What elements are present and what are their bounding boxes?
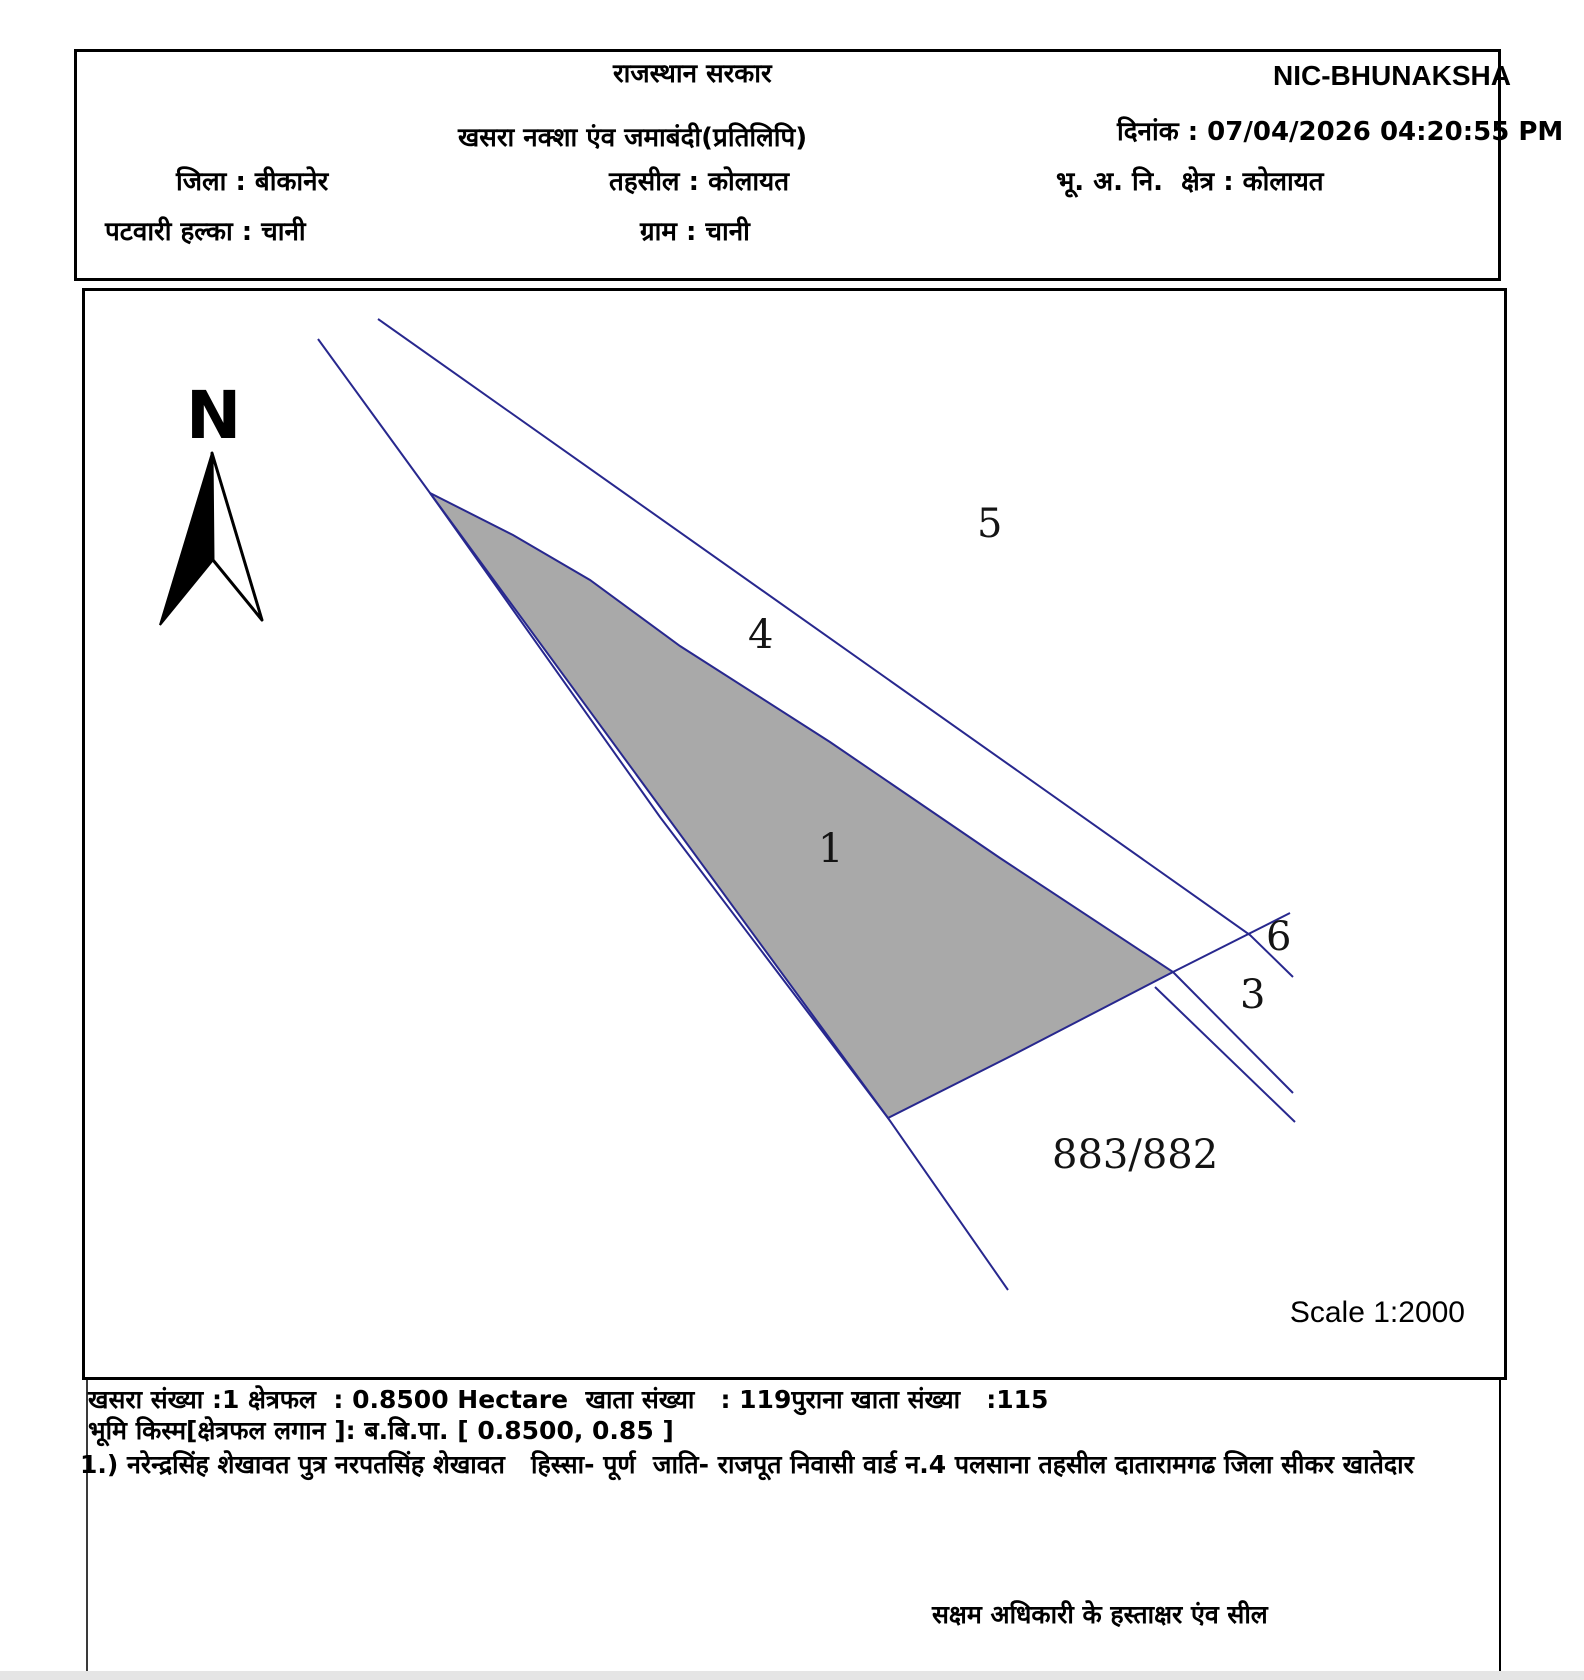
north-arrow-icon (160, 377, 262, 625)
corridor-line-lower (1155, 987, 1295, 1122)
plot-label-883-882: 883/882 (1052, 1132, 1219, 1178)
document-title: खसरा नक्शा एंव जमाबंदी(प्रतिलिपि) (458, 123, 808, 153)
khatedar-line: 1.) नरेन्द्रसिंह शेखावत पुत्र नरपतसिंह शेखावत हिस्सा- पूर्ण जाति- राजपूत निवासी वार्ड न.4 पलसाना तहसील दातारामगढ जिला सीकर खातेदार (80, 1450, 1414, 1479)
government-title: राजस्थान सरकार (613, 59, 772, 89)
plot-label-3: 3 (1240, 972, 1266, 1018)
north-arrow-right-wing (212, 453, 262, 620)
north-letter: N (186, 377, 242, 454)
scale-label: Scale 1:2000 (1289, 1296, 1465, 1329)
date-line: दिनांक : 07/04/2026 04:20:55 PM (1117, 117, 1564, 147)
page-bottom-strip (0, 1671, 1584, 1680)
corridor-line-upper (1173, 972, 1293, 1093)
cadastral-map (82, 288, 1507, 1380)
tehsil-label: तहसील : कोलायत (609, 167, 790, 197)
selected-parcel-polygon (430, 493, 1173, 1118)
signature-caption: सक्षम अधिकारी के हस्ताक्षर एंव सील (932, 1600, 1268, 1629)
plot-label-6: 6 (1266, 914, 1292, 960)
plot-label-1: 1 (818, 826, 844, 872)
land-type-line: भूमि किस्म[क्षेत्रफल लगान ]: ब.बि.पा. [ 0.8500, 0.85 ] (88, 1416, 674, 1445)
patwari-halka-label: पटवारी हल्का : चानी (105, 217, 306, 247)
district-label: जिला : बीकानेर (176, 167, 329, 197)
village-label: ग्राम : चानी (640, 217, 750, 247)
plot-label-4: 4 (748, 612, 774, 658)
plot-label-5: 5 (977, 501, 1003, 547)
land-record-area-label: भू. अ. नि. क्षेत्र : कोलायत (1056, 167, 1324, 197)
north-arrow-left-wing (160, 453, 213, 625)
app-title: NIC-BHUNAKSHA (1273, 60, 1511, 91)
khasra-summary-line: खसरा संख्या :1 क्षेत्रफल : 0.8500 Hectare खाता संख्या : 119पुराना खाता संख्या :115 (88, 1385, 1049, 1414)
